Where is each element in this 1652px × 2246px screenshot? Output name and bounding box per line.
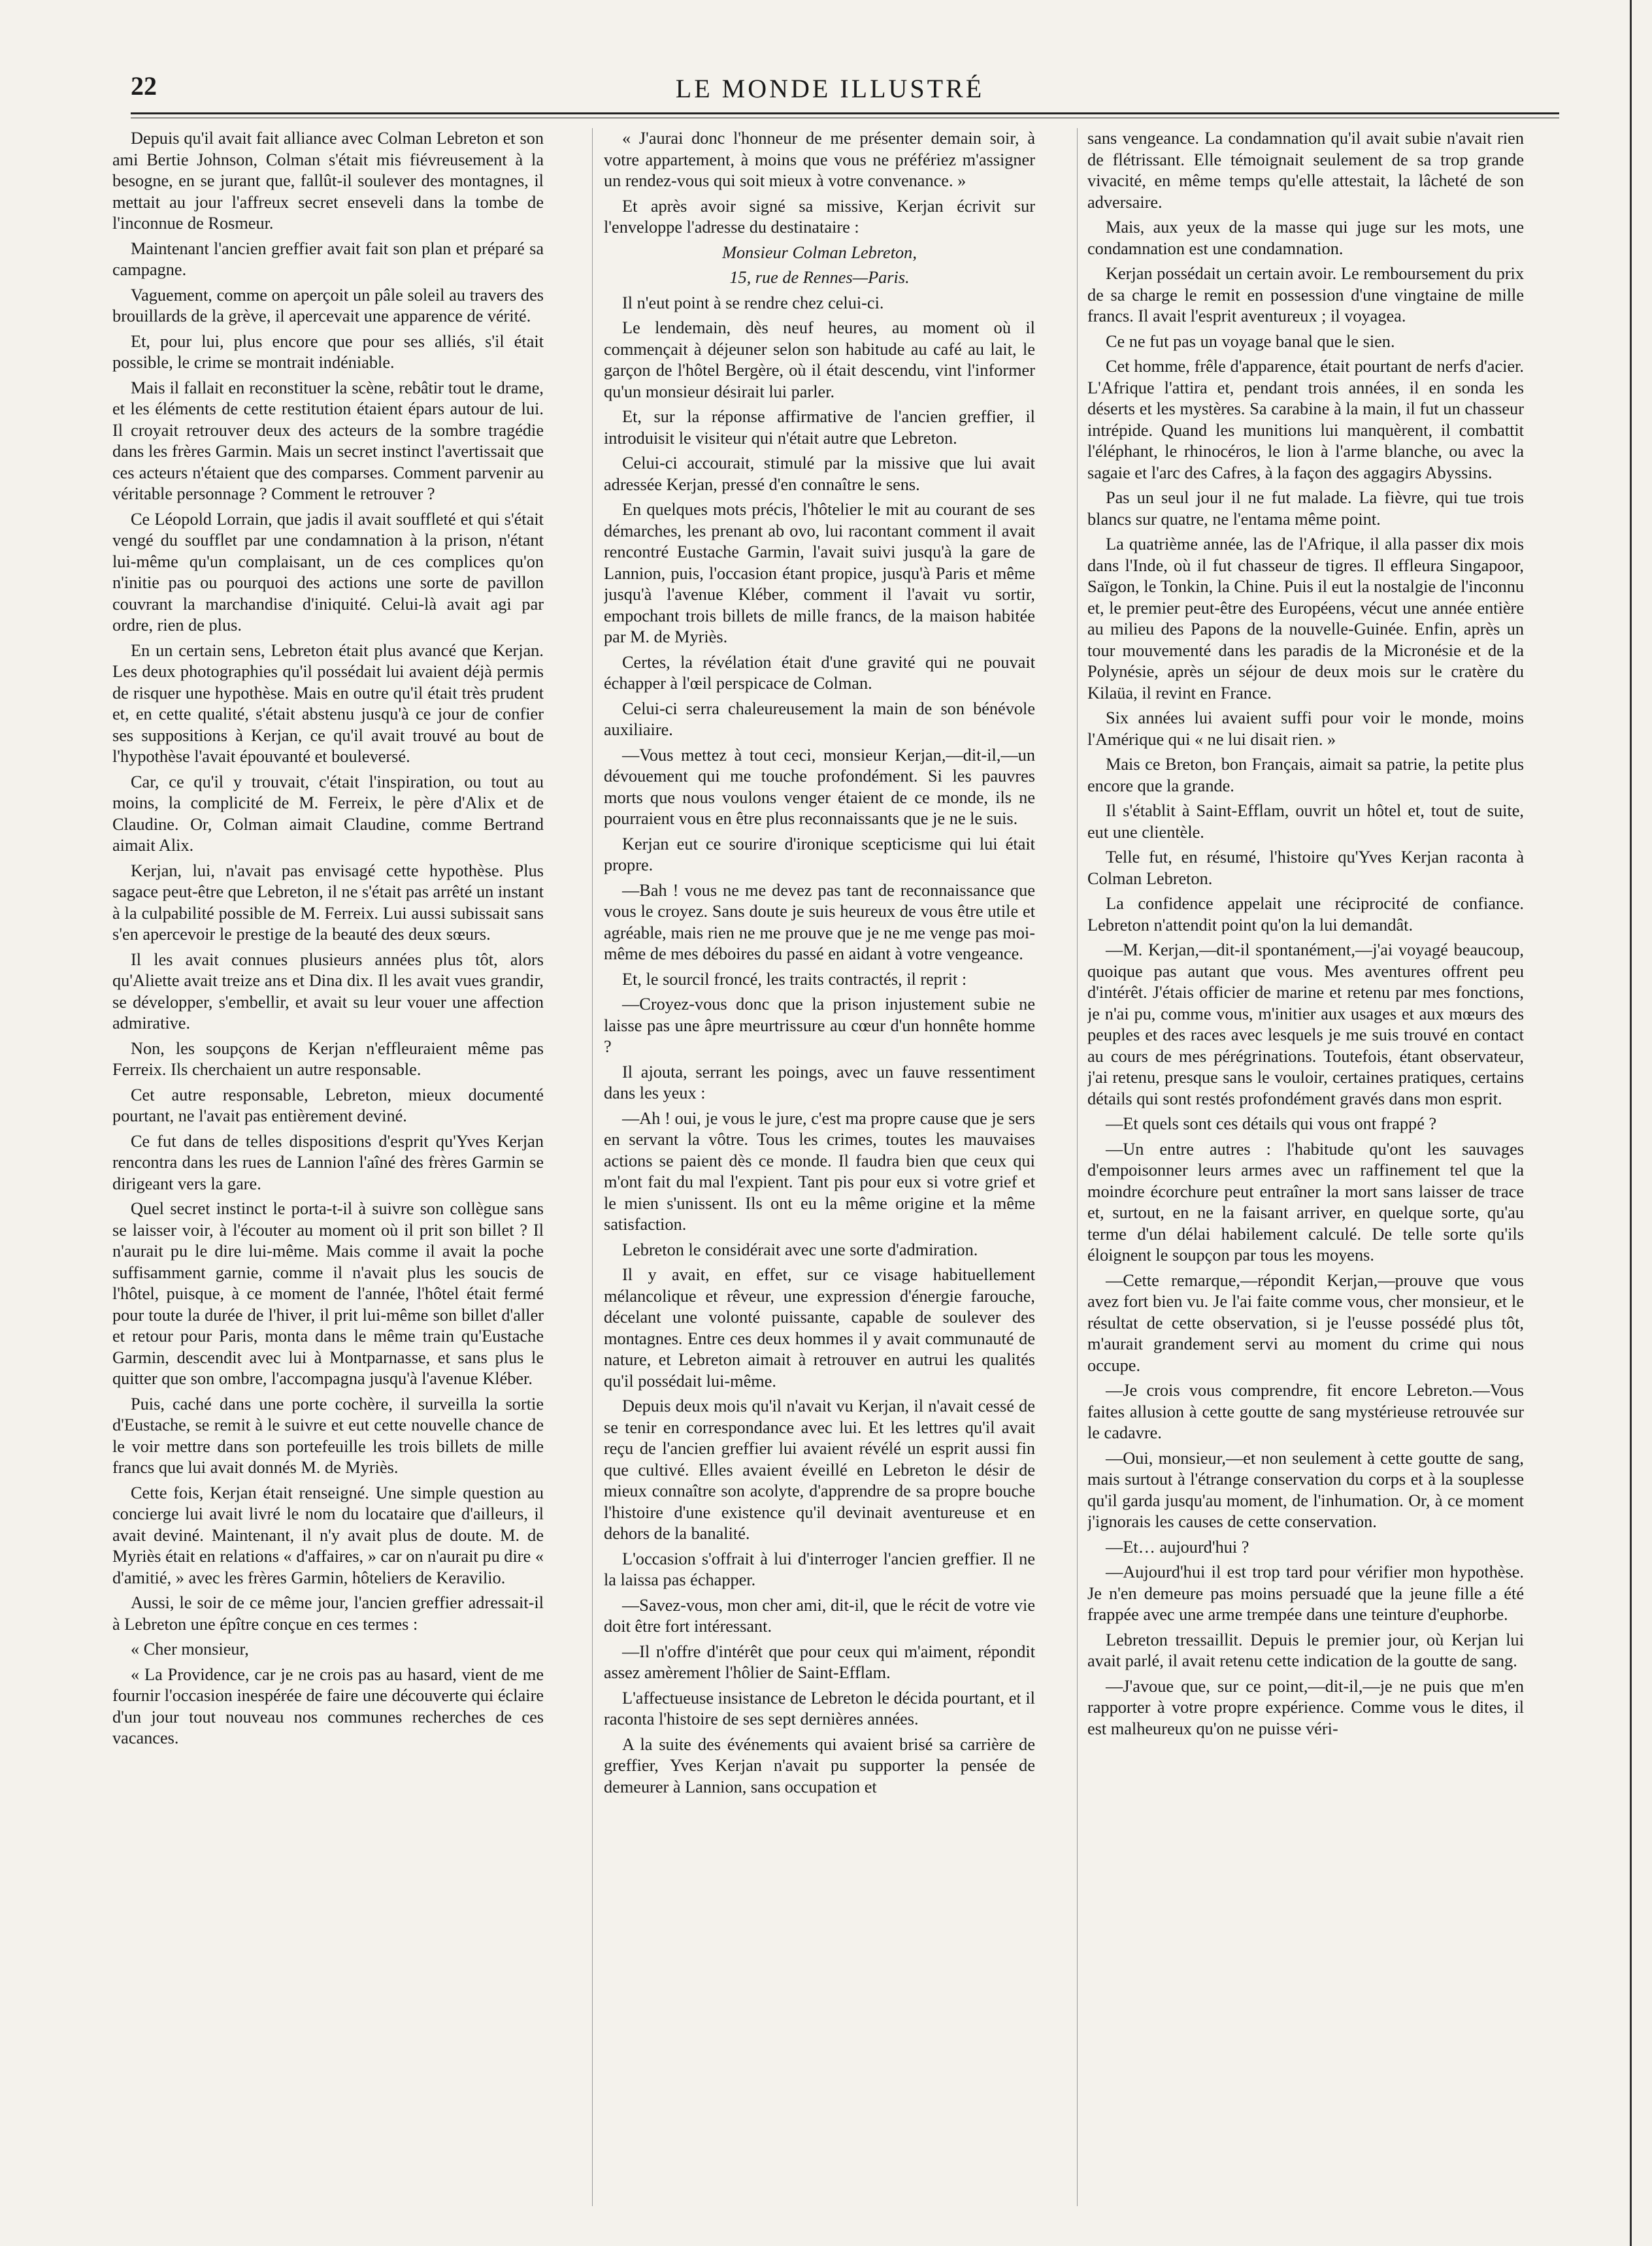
paragraph: Depuis qu'il avait fait alliance avec Colman Lebreton et son ami Bertie Johnson, Colman s'était mis fiévreusement à la besogne, en se jurant que, fallût-il soulever des montagnes, il mettait au jour l'affreux secret enseveli dans la tombe de l'inconnue de Rosmeur. xyxy=(112,129,544,233)
paragraph: Lebreton tressaillit. Depuis le premier jour, où Kerjan lui avait parlé, il avait retenu cette indication de la goutte de sang. xyxy=(1087,1630,1524,1670)
paragraph: —Cette remarque,—répondit Kerjan,—prouve que vous avez fort bien vu. Je l'ai faite comme vous, cher monsieur, et le résultat de cette observation, si je l'eusse possédé plus tôt, m'aurait grandement servi au moment du crime qui nous occupe. xyxy=(1087,1270,1524,1375)
paragraph: L'occasion s'offrait à lui d'interroger l'ancien greffier. Il ne la laissa pas échapper. xyxy=(604,1549,1035,1589)
paragraph: A la suite des événements qui avaient brisé sa carrière de greffier, Yves Kerjan n'avait pu supporter la pensée de demeurer à Lannion, sans occupation et xyxy=(604,1734,1035,1796)
paragraph: Mais il fallait en reconstituer la scène, rebâtir tout le drame, et les éléments de cette restitution étaient épars autour de lui. Il croyait retrouver deux des acteurs de la sombre tragédie dans les frères Garmin. Mais un secret instinct l'avertissait que ces acteurs n'étaient que des comparses. Comment parvenir au véritable personnage ? Comment le retrouver ? xyxy=(112,378,544,503)
paragraph: —J'avoue que, sur ce point,—dit-il,—je ne puis que m'en rapporter à votre propre expérience. Comme vous le dites, il est malheureux qu'on ne puisse véri- xyxy=(1087,1676,1524,1738)
paragraph: Le lendemain, dès neuf heures, au moment où il commençait à déjeuner selon son habitude au café au lait, le garçon de l'hôtel Bergère, où il était descendu, vint l'informer qu'un monsieur désirait lui parler. xyxy=(604,318,1035,401)
paragraph: Celui-ci accourait, stimulé par la missive que lui avait adressée Kerjan, pressé d'en connaître le sens. xyxy=(604,454,1035,494)
paragraph: Kerjan eut ce sourire d'ironique scepticisme qui lui était propre. xyxy=(604,834,1035,874)
paragraph: Puis, caché dans une porte cochère, il surveilla la sortie d'Eustache, se remit à le suivre et eut cette nouvelle chance de le voir mettre dans son portefeuille les trois billets de mille francs que lui avait donnés M. de Myriès. xyxy=(112,1394,544,1477)
paragraph: Telle fut, en résumé, l'histoire qu'Yves Kerjan raconta à Colman Lebreton. xyxy=(1087,848,1524,888)
paragraph: Mais ce Breton, bon Français, aimait sa patrie, la petite plus encore que la grande. xyxy=(1087,755,1524,795)
masthead: LE MONDE ILLUSTRÉ xyxy=(675,74,985,103)
paragraph: —Je crois vous comprendre, fit encore Lebreton.—Vous faites allusion à cette goutte de sang mystérieuse retrouvée sur le cadavre. xyxy=(1087,1381,1524,1442)
address-line: 15, rue de Rennes—Paris. xyxy=(729,268,910,287)
paragraph: « La Providence, car je ne crois pas au hasard, vient de me fournir l'occasion inespérée de faire une découverte qui éclaire d'un jour tout nouveau nos communes recherches de ces vacances. xyxy=(112,1664,544,1747)
paragraph: —Un entre autres : l'habitude qu'ont les sauvages d'empoisonner leurs armes avec un raffinement tel que la moindre écorchure peut entraîner la mort sans laisser de trace et, surtout, en ne la faisant arriver, en quelque sorte, qu'au terme d'un délai habilement calculé. De telle sorte qu'ils éloignent le soupçon par tous les moyens. xyxy=(1087,1139,1524,1264)
paragraph: Il s'établit à Saint-Efflam, ouvrit un hôtel et, tout de suite, eut une clientèle. xyxy=(1087,801,1524,842)
paragraph: Et, sur la réponse affirmative de l'ancien greffier, il introduisit le visiteur qui n'était autre que Lebreton. xyxy=(604,407,1035,448)
paragraph: Cette fois, Kerjan était renseigné. Une simple question au concierge lui avait livré le nom du locataire que d'ailleurs, il avait deviné. Maintenant, il n'y avait plus de doute. M. de Myriès était en relations « d'affaires, » car on n'aurait pu dire « d'amitié, » avec les frères Garmin, hôteliers de Keravilio. xyxy=(112,1483,544,1587)
header-rule xyxy=(131,112,1559,114)
paragraph: —Ah ! oui, je vous le jure, c'est ma propre cause que je sers en servant la vôtre. Tous les crimes, toutes les mauvaises actions se paient dès ce monde. Il faudra bien que ceux qui m'ont fait du mal l'expient. Tant pis pour eux si votre grief et le mien s'unissent. Ils ont eu la même origine et la même satisfaction. xyxy=(604,1108,1035,1234)
address-line: Monsieur Colman Lebreton, xyxy=(722,242,917,262)
paragraph: Kerjan, lui, n'avait pas envisagé cette hypothèse. Plus sagace peut-être que Lebreton, il ne s'était pas arrêté un instant à la culpabilité possible de M. Ferreix. Lui aussi subissait sans s'en apercevoir le prestige de la beauté des deux sœurs. xyxy=(112,861,544,944)
paragraph: Cet autre responsable, Lebreton, mieux documenté pourtant, ne l'avait pas entièrement deviné. xyxy=(112,1085,544,1125)
text-column-3 xyxy=(1087,128,1524,2213)
page-header xyxy=(131,71,1529,110)
paragraph: En un certain sens, Lebreton était plus avancé que Kerjan. Les deux photographies qu'il possédait lui avaient déjà permis de risquer une hypothèse. Mais en outre qu'il était très prudent et, en cette qualité, s'était abstenu jusqu'à ce jour de confier ses suppositions à Kerjan, ce qu'il avait trouvé au bout de l'hypothèse l'avait épouvanté et bouleversé. xyxy=(112,640,544,766)
paragraph: Quel secret instinct le porta-t-il à suivre son collègue sans se laisser voir, à l'écouter au moment où il prit son billet ? Il n'aurait pu le dire lui-même. Mais comme il avait la poche suffisamment garnie, comme il n'avait plus les soucis de l'hôtel, puisque, à ce moment de l'année, l'hôtel était fermé pour toute la durée de l'hiver, il prit lui-même son billet d'aller et retour pour Paris, monta dans le même train qu'Eustache Garmin, descendit avec lui à Montparnasse, et sans plus le quitter que son ombre, l'accompagna jusqu'à l'avenue Kléber. xyxy=(112,1199,544,1388)
paragraph: —Et quels sont ces détails qui vous ont frappé ? xyxy=(1106,1114,1437,1133)
paragraph: —Il n'offre d'intérêt que pour ceux qui m'aiment, répondit assez amèrement l'hôlier de Saint-Efflam. xyxy=(604,1642,1035,1682)
paragraph: —Oui, monsieur,—et non seulement à cette goutte de sang, mais surtout à l'étrange conservation du corps et à la souplesse qu'il garda jusqu'au moment, de l'inhumation. Or, à ce moment j'ignorais les causes de cette conservation. xyxy=(1087,1448,1524,1531)
page-edge xyxy=(1630,0,1632,2246)
paragraph: Maintenant l'ancien greffier avait fait son plan et préparé sa campagne. xyxy=(112,239,544,279)
paragraph: Ce fut dans de telles dispositions d'esprit qu'Yves Kerjan rencontra dans les rues de Lannion l'aîné des frères Garmin se dirigeant vers la gare. xyxy=(112,1131,544,1193)
paragraph: La quatrième année, las de l'Afrique, il alla passer dix mois dans l'Inde, où il fut chasseur de tigres. Il effleura Singapoor, Saïgon, le Tonkin, la Chine. Puis il eut la nostalgie de l'inconnu et, le premier peut-être des Européens, vécut une année entière au milieu des Papons de la nouvelle-Guinée. Enfin, après un tour mouvementé dans les paradis de la Micronésie et de la Polynésie, après un séjour de deux mois sur le cratère du Kilaüa, il revint en France. xyxy=(1087,535,1524,702)
paragraph: —Aujourd'hui il est trop tard pour vérifier mon hypothèse. Je n'en demeure pas moins persuadé que la jeune fille a été frappée avec une arme trempée dans une teinture d'euphorbe. xyxy=(1087,1562,1524,1624)
paragraph: Celui-ci serra chaleureusement la main de son bénévole auxiliaire. xyxy=(604,699,1035,739)
paragraph: Et, pour lui, plus encore que pour ses alliés, s'il était possible, le crime se montrait indéniable. xyxy=(112,331,544,372)
paragraph: Il ajouta, serrant les poings, avec un fauve ressentiment dans les yeux : xyxy=(604,1062,1035,1102)
paragraph: Six années lui avaient suffi pour voir le monde, moins l'Amérique qui « ne lui disait rien. » xyxy=(1087,708,1524,749)
paragraph: —Et… aujourd'hui ? xyxy=(1106,1537,1249,1557)
letter-salutation: « Cher monsieur, xyxy=(131,1640,249,1659)
column-divider xyxy=(592,128,593,2206)
paragraph: Il y avait, en effet, sur ce visage habituellement mélancolique et rêveur, une expression d'énergie farouche, décelant une volonté puissante, capable de soulever des montagnes. Entre ces deux hommes il y avait communauté de nature, et Lebreton aimait à retrouver en autrui les qualités qu'il possédait lui-même. xyxy=(604,1265,1035,1391)
paragraph: Il les avait connues plusieurs années plus tôt, alors qu'Aliette avait treize ans et Dina dix. Il les avait vues grandir, se développer, s'embellir, et avait su leur vouer une affection admirative. xyxy=(112,950,544,1032)
paragraph: Pas un seul jour il ne fut malade. La fièvre, qui tue trois blancs sur quatre, ne l'entama même point. xyxy=(1087,488,1524,529)
paragraph: « J'aurai donc l'honneur de me présenter demain soir, à votre appartement, à moins que vous ne préfériez m'assigner un rendez-vous qui soit mieux à votre convenance. » xyxy=(604,129,1035,190)
paragraph: En quelques mots précis, l'hôtelier le mit au courant de ses démarches, les prenant ab ovo, lui racontant comment il avait rencontré Eustache Garmin, l'avait suivi jusqu'à la gare de Lannion, puis, l'occasion étant propice, jusqu'à Paris et même jusqu'à l'avenue Kléber, comment il l'avait vu sortir, empochant trois billets de mille francs, de la maison habitée par M. de Myriès. xyxy=(604,500,1035,646)
paragraph: Cet homme, frêle d'apparence, était pourtant de nerfs d'acier. L'Afrique l'attira et, pendant trois années, il en sonda les déserts et les mystères. Sa carabine à la main, il fut un chasseur intrépide. Quand les munitions lui manquèrent, il combattit l'éléphant, le rhinocéros, le lion à l'arme blanche, ou avec la sagaie et l'arc des Cafres, à la façon des aggagirs Abyssins. xyxy=(1087,357,1524,482)
paragraph: Lebreton le considérait avec une sorte d'admiration. xyxy=(622,1240,978,1259)
paragraph: Et après avoir signé sa missive, Kerjan écrivit sur l'enveloppe l'adresse du destinataire : xyxy=(604,196,1035,237)
paragraph: —Croyez-vous donc que la prison injustement subie ne laisse pas une âpre meurtrissure au cœur d'un honnête homme ? xyxy=(604,995,1035,1056)
paragraph: Mais, aux yeux de la masse qui juge sur les mots, une condamnation est une condamnation. xyxy=(1087,218,1524,258)
paragraph: Aussi, le soir de ce même jour, l'ancien greffier adressait-il à Lebreton une épître conçue en ces termes : xyxy=(112,1593,544,1634)
paragraph: Et, le sourcil froncé, les traits contractés, il reprit : xyxy=(622,969,967,989)
text-column-1 xyxy=(112,128,544,2213)
paragraph: Ce ne fut pas un voyage banal que le sien. xyxy=(1106,331,1395,351)
paragraph: —Vous mettez à tout ceci, monsieur Kerjan,—dit-il,—un dévouement qui me touche profondément. Si les pauvres morts que nous voulons venger étaient de ce monde, ils ne pourraient vous en être plus reconnaissants que je ne le suis. xyxy=(604,745,1035,828)
paragraph: —Bah ! vous ne me devez pas tant de reconnaissance que vous le croyez. Sans doute je suis heureux de vous être utile et agréable, mais rien ne me prouve que je ne me venge pas moi-même de mes déboires du passé en aidant à votre vengeance. xyxy=(604,880,1035,963)
paragraph: Vaguement, comme on aperçoit un pâle soleil au travers des brouillards de la grève, il apercevait une apparence de vérité. xyxy=(112,285,544,325)
paragraph: Non, les soupçons de Kerjan n'effleuraient même pas Ferreix. Ils cherchaient un autre responsable. xyxy=(112,1038,544,1079)
paragraph: —Savez-vous, mon cher ami, dit-il, que le récit de votre vie doit être fort intéressant. xyxy=(604,1595,1035,1636)
paragraph: sans vengeance. La condamnation qu'il avait subie n'avait rien de flétrissant. Elle témoignait seulement de sa trop grande vivacité, en même temps qu'elle attestait, la lâcheté de son adversaire. xyxy=(1087,129,1524,212)
paragraph: La confidence appelait une réciprocité de confiance. Lebreton n'attendit point qu'on la lui demandât. xyxy=(1087,894,1524,934)
paragraph: —M. Kerjan,—dit-il spontanément,—j'ai voyagé beaucoup, quoique pas autant que vous. Mes aventures offrent peu d'intérêt. J'étais officier de marine et retenu par mes fonctions, je n'ai pu, comme vous, m'initier aux usages et aux mœurs des peuples et des races avec lesquels je me suis trouvé en contact au cours de mes pérégrinations. Toutefois, étant observateur, j'ai retenu, presque sans le vouloir, certaines pratiques, certains détails qui sont restés profondément gravés dans mon esprit. xyxy=(1087,940,1524,1108)
page-number: 22 xyxy=(131,71,157,101)
paragraph: Depuis deux mois qu'il n'avait vu Kerjan, il n'avait cessé de se tenir en correspondance avec lui. Et les lettres qu'il avait reçu de l'ancien greffier lui avaient révélé un esprit aussi fin que cultivé. Elles avaient éveillé en Lebreton le désir de mieux connaître son acolyte, d'apprendre de sa propre bouche l'histoire d'une existence qu'il devinait aventureuse et en dehors de la banalité. xyxy=(604,1396,1035,1543)
paragraph: Certes, la révélation était d'une gravité qui ne pouvait échapper à l'œil perspicace de Colman. xyxy=(604,652,1035,693)
paragraph: Kerjan possédait un certain avoir. Le remboursement du prix de sa charge le remit en possession d'une vingtaine de mille francs. Il avait l'esprit aventureux ; il voyagea. xyxy=(1087,264,1524,325)
text-column-2 xyxy=(604,128,1035,2213)
paragraph: Il n'eut point à se rendre chez celui-ci. xyxy=(622,293,884,312)
paragraph: Car, ce qu'il y trouvait, c'était l'inspiration, ou tout au moins, la complicité de M. Ferreix, le père d'Alix et de Claudine. Or, Colman aimait Claudine, comme Bertrand aimait Alix. xyxy=(112,772,544,855)
paragraph: L'affectueuse insistance de Lebreton le décida pourtant, et il raconta l'histoire de ses sept dernières années. xyxy=(604,1688,1035,1728)
column-divider xyxy=(1077,128,1078,2206)
paragraph: Ce Léopold Lorrain, que jadis il avait souffleté et qui s'était vengé du soufflet par une condamnation à la prison, n'étant lui-même qu'un complaisant, un de ces complices qu'on n'initie pas ou pourquoi des actions une sorte de pavillon couvrant la marchandise d'iniquité. Celui-là avait agi par ordre, rien de plus. xyxy=(112,509,544,635)
